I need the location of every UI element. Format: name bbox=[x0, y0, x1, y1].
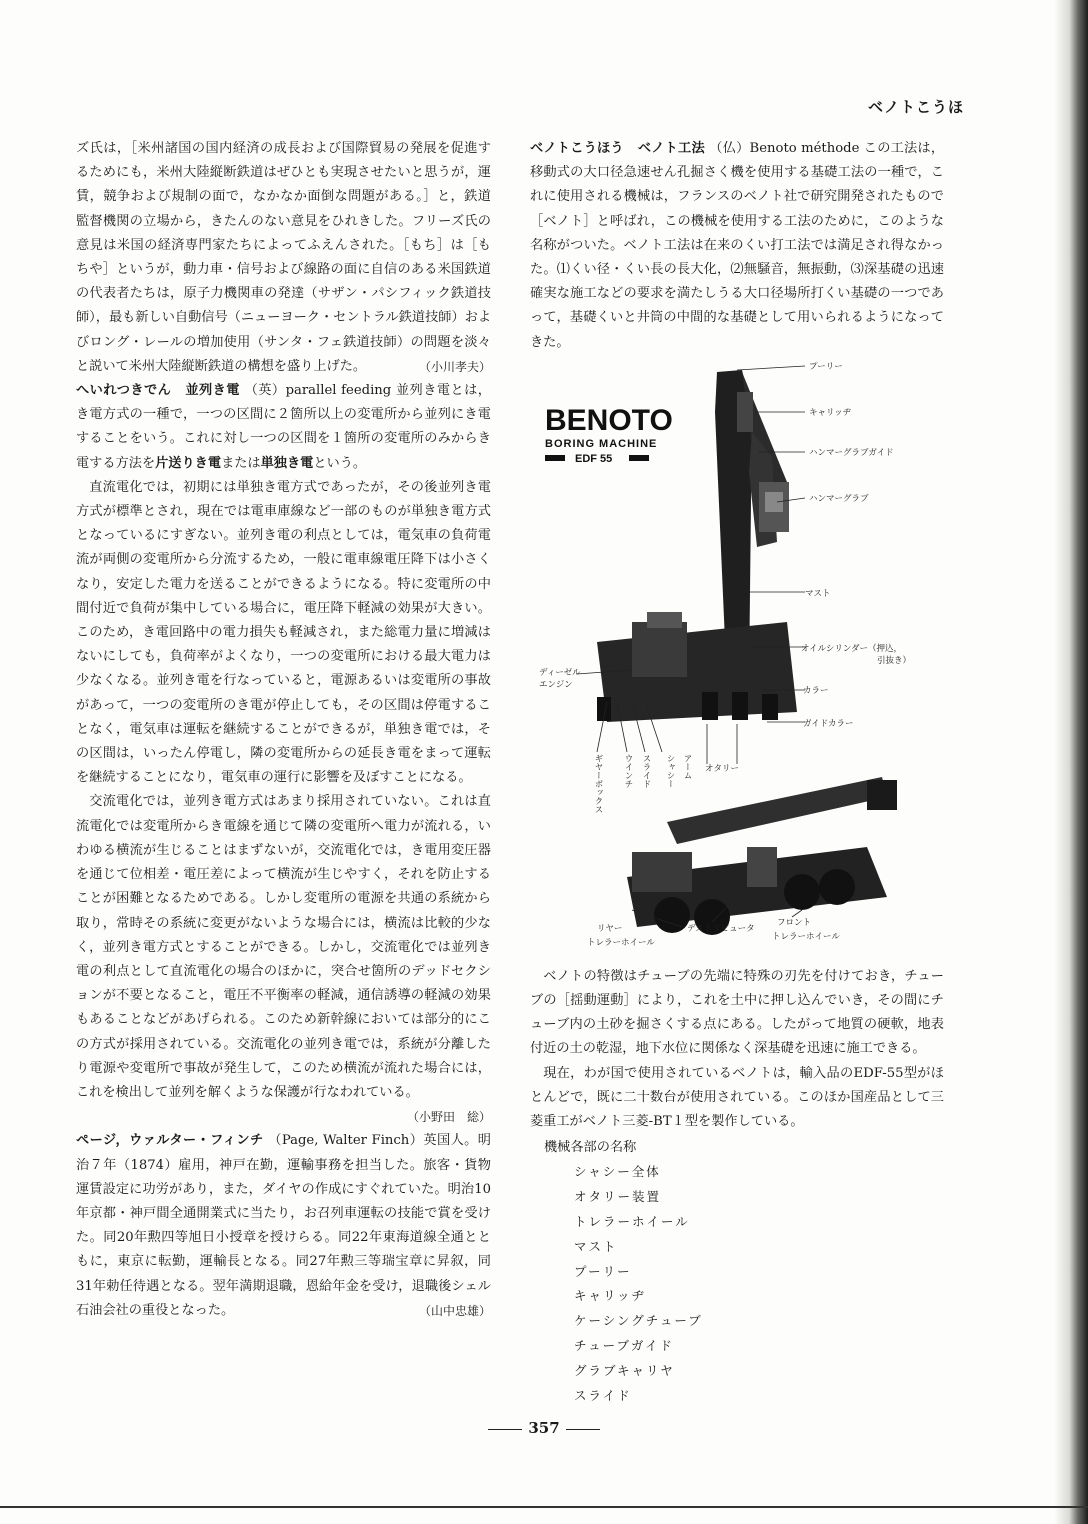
entry-heiretsu bbox=[76, 379, 491, 476]
benoto-head bbox=[530, 141, 705, 156]
page-number bbox=[0, 1419, 1088, 1437]
entry-page bbox=[76, 1129, 491, 1323]
label-engine: エンジン bbox=[539, 680, 573, 690]
paragraph-dc: 直流電化では，初期には単独き電方式であったが，その後並列き電方式が標準とされ，現在では電車庫線など一部のものが単独き電方式となっているにすぎない。並列き電の利点としては，電気車の負荷電流が両側の変電所から分流するため，一般に電車線電圧降下は小さくなり，安定した電力を送ることができるようになる。特に変電所の中間付近で負荷が集中している場合に，電圧降下軽減の効果が大きい。このため，き電回路中の電力損失も軽減され，また総電力量に増減はないにしても，負荷率がよくなり，一つの変電所における最大電力は少なくなる。並列き電を行なっていると，電源あるいは変電所の事故があって，一つの変電所のき電が停止しても，その区間は停電することなく，電気車は運転を継続することができるが，単独き電では，その区間は，いったん停電し，隣の変電所からの延長き電をまって運転を継続することになり，電気車の運行に影響を及ぼすことになる。 bbox=[76, 479, 491, 786]
entry-benoto bbox=[530, 137, 944, 355]
label-rear-trailer-wheel: トレラーホイール bbox=[587, 938, 655, 948]
entry-kana-text: へいれつきでん bbox=[76, 383, 172, 399]
part-item: マスト bbox=[574, 1238, 618, 1254]
benoto-figure bbox=[537, 352, 947, 954]
label-hammergrab-guide: ハンマーグラブガイド bbox=[809, 448, 894, 458]
part-item: オタリー装置 bbox=[574, 1189, 662, 1205]
label-pulley: プーリー bbox=[809, 362, 843, 372]
label-diesel: ディーゼル bbox=[539, 668, 581, 678]
paragraph-feature: ベノトの特徴はチューブの先端に特殊の刃先を付けておき，チューブの［揺動運動］により，これを土中に押し込んでいき，その間にチューブ内の土砂を掘さくする点にある。したがって地質の硬軟，地表付近の土の乾湿，地下水位に関係なく深基礎を迅速に施工できる。 bbox=[530, 968, 944, 1057]
label-gearbox: ギヤーボックス bbox=[593, 754, 603, 814]
label-rear: リヤー bbox=[597, 924, 623, 934]
brand-model: EDF 55 bbox=[575, 453, 613, 465]
term-katamuke: 片送りき電 bbox=[155, 455, 222, 471]
paragraph-ac-text: 交流電化では，並列き電方式はあまり採用されていない。これは直流電化では変電所からき電線を通じて隣の変電所へ電力が流れる，いわゆる横流が生じることはまずないが，交流電化では，き電用変圧器を通じて位相差・電圧差によって横流が生じやすく，それを防止することが困難となるためである。しかし変電所の電源を共通の系統から取り，常時その系統に変更がないような場合には，横流は比較的少なく，並列き電方式とすることができる。しかし，交流電化では並列き電の利点として直流電化の場合のほかに，突合せ箇所のデッドセクションが不要となること，電圧不平衡率の軽減，通信誘導の軽減の効果もあることなどがあげられる。このため新幹線においては部分的にこの方式が採用されている。交流電化の並列き電では，系統が分離したり電源や変電所で事故が発生して，このため横流が流れた場合には，これを検出して並列を解くような保護が行なわれている。 bbox=[76, 794, 491, 1100]
left-column bbox=[76, 137, 491, 1323]
part-item: チューブガイド bbox=[574, 1338, 675, 1354]
part-item: ケーシングチューブ bbox=[574, 1313, 703, 1329]
part-item: プーリー bbox=[574, 1263, 632, 1279]
label-otary: オタリー bbox=[705, 764, 740, 774]
brand-subtitle: BORING MACHINE bbox=[545, 438, 658, 450]
benoto-kana: ベノトこうほう bbox=[530, 141, 624, 156]
label-front: フロント bbox=[777, 918, 812, 928]
part-item: グラブキャリヤ bbox=[574, 1362, 675, 1378]
parts-heading: 機械各部の名称 bbox=[544, 1140, 637, 1156]
book-page-edge bbox=[1054, 0, 1088, 1524]
label-chassis: シャシー bbox=[665, 754, 675, 788]
term-tandoku: 単独き電 bbox=[260, 455, 314, 471]
label-arm: アーム bbox=[682, 754, 692, 780]
label-hammergrab: ハンマーグラブ bbox=[809, 494, 869, 504]
entry-kana bbox=[76, 383, 240, 398]
part-item: トレラーホイール bbox=[574, 1214, 690, 1230]
bottom-rule bbox=[0, 1506, 1088, 1508]
continuation-paragraph bbox=[76, 137, 491, 379]
parts-list bbox=[530, 1160, 944, 1408]
benoto-title: ベノト工法 bbox=[637, 141, 705, 156]
benoto-body: （仏）Benoto méthode この工法は，移動式の大口径急速せん孔掘さく機を使用する基礎工法の一種で，これに使用される機械は，フランスのベノト社で研究開発されたもので［ベノト］と呼ばれ，この機械を使用する工法のために，このような名称がついた。ベノト工法は在来のくい打工法では満足され得なかった。⑴くい径・くい長の長大化，⑵無騒音，無振動，⑶深基礎の迅速確実な施工などの要求を満たしうる大口径場所打くい基礎の一つであって，基礎くいと井筒の中間的な基礎として用いられるようになってきた。 bbox=[530, 141, 945, 350]
label-distributor: デストリビュータ bbox=[687, 924, 755, 934]
label-oil-cylinder: オイルシリンダー（押込， bbox=[801, 644, 903, 654]
entry2-body: （Page, Walter Finch）英国人。明治７年（1874）雇用，神戸在勤，運輸事務を担当した。旅客・貨物運賃設定に功労があり，また，ダイヤの作成にすぐれていた。明治10年京都・神戸間全通開業式に当たり，お召列車運転の技能で賞を受けた。同20年勲四等旭日小授章を授けらる。同22年東海道線全通とともに，東京に転勤，運輸長となる。同27年勲三等瑞宝章に昇叙，同31年勅任待遇となる。翌年満期退職，恩給年金を受け，退職後シェル石油会社の重役となった。 bbox=[76, 1133, 491, 1318]
dash-right bbox=[566, 1429, 600, 1430]
entry-mid: または bbox=[221, 455, 261, 471]
continuation-text: ズ氏は，［米州諸国の国内経済の成長および国際貿易の発展を促進するためにも，米州大陸縦断鉄道はぜひとも実現させたいと思うが，運賃，競争および規制の面で，なかなか面倒な問題がある。］と，鉄道監督機関の立場から，きたんのない意見をひれきした。フリーズ氏の意見は米国の経済専門家たちによってふえんされた。［もち］は［もちや］というが，動力車・信号および線路の面に自信のある米国鉄道の代表者たちは，原子力機関車の発達（サザン・パシフィック鉄道技師），最も新しい自動信号（ニューヨーク・セントラル鉄道技師）およびロング・レールの増加使用（サンタ・フェ鉄道技師）の問題を淡々と説いて米州大陸縦断鉄道の構想を盛り上げた。 bbox=[76, 141, 492, 374]
paragraph-ac bbox=[76, 790, 491, 1125]
entry-title: 並列き電 bbox=[185, 383, 240, 399]
label-mast: マスト bbox=[805, 589, 831, 599]
entry-body: （英）parallel feeding 並列き電とは，き電方式の一種で，一つの区間に２箇所以上の変電所から並列にき電することをいう。これに対し一つの区間を１箇所の変電所のみからき電する方法を bbox=[76, 383, 491, 471]
part-item: シャシー全体 bbox=[574, 1164, 661, 1180]
part-item: キャリッヂ bbox=[574, 1288, 647, 1304]
brand-text: BENOTO bbox=[545, 404, 673, 437]
continuation-author: （小川孝夫） bbox=[418, 359, 491, 374]
entry-author: （小野田 総） bbox=[406, 1110, 491, 1125]
label-guide-collar: ガイドカラー bbox=[803, 719, 854, 729]
label-oil-cylinder-2: 引抜き） bbox=[877, 656, 912, 666]
running-header: ベノトこうほ bbox=[867, 98, 964, 116]
label-winch: ウインチ bbox=[623, 754, 633, 788]
label-slide: スライド bbox=[641, 754, 651, 788]
label-front-trailer-wheel: トレラーホイール bbox=[772, 932, 840, 942]
part-item: スライド bbox=[574, 1387, 632, 1403]
entry2-author: （山中忠雄） bbox=[418, 1303, 491, 1318]
paragraph-current: 現在，わが国で使用されているベノトは，輸入品のEDF-55型がほとんどで，既に二十数台が使用されている。このほか国産品として三菱重工がベノト三菱-BT１型を製作している。 bbox=[530, 1065, 944, 1130]
entry-end: という。 bbox=[313, 455, 367, 471]
page-number-text: 357 bbox=[528, 1419, 560, 1437]
entry2-kana: ページ，ウァルター・フィンチ bbox=[76, 1133, 264, 1149]
label-carriage: キャリッヂ bbox=[809, 408, 852, 418]
dash-left bbox=[488, 1429, 522, 1430]
label-collar: カラー bbox=[803, 686, 829, 696]
